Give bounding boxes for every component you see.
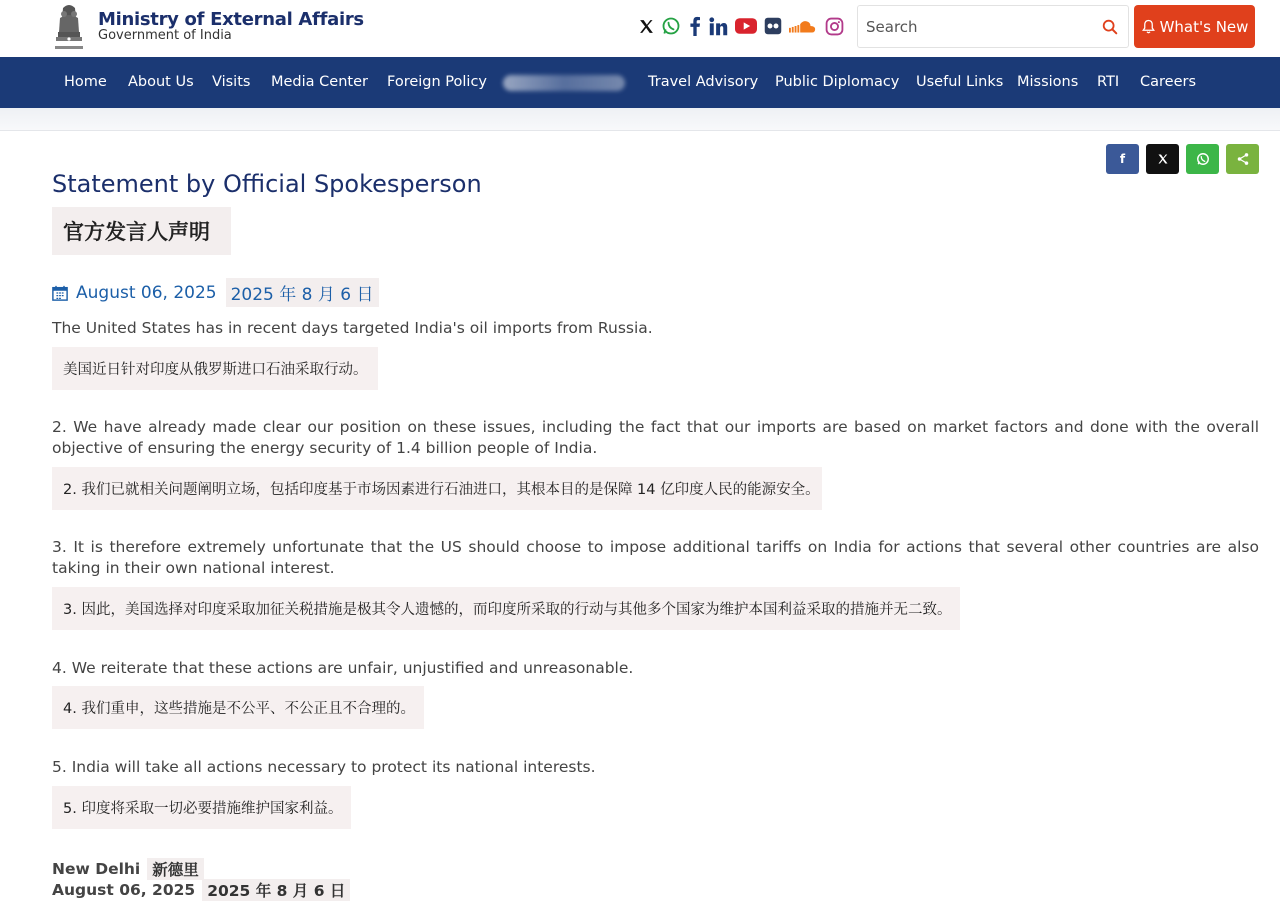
- whats-new-label: What's New: [1159, 17, 1249, 36]
- breadcrumb-bar: [0, 108, 1280, 131]
- nav-about-us[interactable]: About Us: [128, 74, 194, 90]
- nav-missions[interactable]: Missions: [1017, 74, 1079, 90]
- x-icon[interactable]: [636, 14, 656, 38]
- whatsapp-icon: [1196, 152, 1210, 166]
- share-twitter-button[interactable]: [1146, 144, 1179, 174]
- paragraph-zh: 美国近日针对印度从俄罗斯进口石油采取行动。: [52, 347, 378, 390]
- publish-date: [52, 280, 379, 305]
- nav-public-diplomacy[interactable]: Public Diplomacy: [775, 74, 900, 90]
- place-en: New Delhi: [52, 860, 141, 878]
- paragraph-en: 5. India will take all actions necessary to protect its national interests.: [52, 758, 596, 776]
- paragraph-zh: 2. 我们已就相关问题阐明立场，包括印度基于市场因素进行石油进口，其根本目的是保障 14 亿印度人民的能源安全。: [52, 467, 822, 510]
- nav-home[interactable]: Home: [64, 74, 107, 90]
- share-facebook-button[interactable]: [1106, 144, 1139, 174]
- nav-travel-advisory[interactable]: Travel Advisory: [648, 74, 759, 90]
- whatsapp-icon[interactable]: [661, 14, 681, 38]
- dateline-date: [52, 879, 350, 901]
- place-zh: 新德里: [147, 858, 204, 880]
- flickr-icon[interactable]: [763, 14, 783, 38]
- calendar-icon: [52, 285, 68, 301]
- date-en: August 06, 2025: [76, 282, 217, 303]
- footer-date-en: August 06, 2025: [52, 881, 196, 899]
- nav-item-redacted[interactable]: [503, 75, 625, 91]
- paragraph-en: 4. We reiterate that these actions are unfair, unjustified and unreasonable.: [52, 659, 634, 677]
- paragraph-en: 2. We have already made clear our position on these issues, including the fact that our imports are based on market factors and done with the overall objective of ensuring the energy security of 1.4 billion people of India.: [52, 418, 1259, 457]
- site-title[interactable]: Ministry of External Affairs: [98, 9, 364, 30]
- date-zh: 2025 年 8 月 6 日: [226, 278, 379, 307]
- national-emblem-icon[interactable]: [52, 2, 86, 54]
- search-input[interactable]: [866, 16, 1086, 38]
- nav-media-center[interactable]: Media Center: [271, 74, 368, 90]
- paragraph-zh: 4. 我们重申，这些措施是不公平、不公正且不合理的。: [52, 686, 424, 729]
- search-icon[interactable]: [1101, 18, 1119, 36]
- nav-foreign-policy[interactable]: Foreign Policy: [387, 74, 487, 90]
- bell-icon: [1141, 19, 1156, 34]
- share-more-button[interactable]: [1226, 144, 1259, 174]
- nav-careers[interactable]: Careers: [1140, 74, 1197, 90]
- nav-useful-links[interactable]: Useful Links: [916, 74, 1004, 90]
- x-icon: [1157, 153, 1169, 165]
- nav-visits[interactable]: Visits: [212, 74, 251, 90]
- main-nav: [0, 57, 1280, 108]
- paragraph-zh: 3. 因此，美国选择对印度采取加征关税措施是极其令人遗憾的，而印度所采取的行动与其他多个国家为维护本国利益采取的措施并无二致。: [52, 587, 960, 630]
- share-whatsapp-button[interactable]: [1186, 144, 1219, 174]
- page-title-zh: 官方发言人声明: [52, 207, 231, 255]
- paragraph-en: The United States has in recent days targeted India's oil imports from Russia.: [52, 319, 653, 337]
- soundcloud-icon[interactable]: [788, 14, 818, 38]
- facebook-icon: f: [1119, 152, 1126, 166]
- facebook-icon[interactable]: [686, 14, 704, 38]
- page-title: Statement by Official Spokesperson: [52, 170, 482, 198]
- paragraph-zh: 5. 印度将采取一切必要措施维护国家利益。: [52, 786, 351, 829]
- paragraph-en: 3. It is therefore extremely unfortunate that the US should choose to impose additional tariffs on India for actions that several other countries are also taking in their own national interest.: [52, 538, 1259, 577]
- dateline-place: [52, 858, 204, 880]
- whats-new-button[interactable]: [1134, 5, 1255, 48]
- site-header: [0, 0, 1280, 57]
- youtube-icon[interactable]: [734, 14, 758, 38]
- nav-rti[interactable]: RTI: [1097, 74, 1120, 90]
- search-box: [857, 5, 1129, 48]
- footer-date-zh: 2025 年 8 月 6 日: [202, 879, 350, 901]
- linkedin-icon[interactable]: [707, 14, 729, 38]
- share-icon: [1236, 152, 1250, 166]
- site-subtitle: Government of India: [98, 28, 232, 43]
- instagram-icon[interactable]: [823, 14, 845, 38]
